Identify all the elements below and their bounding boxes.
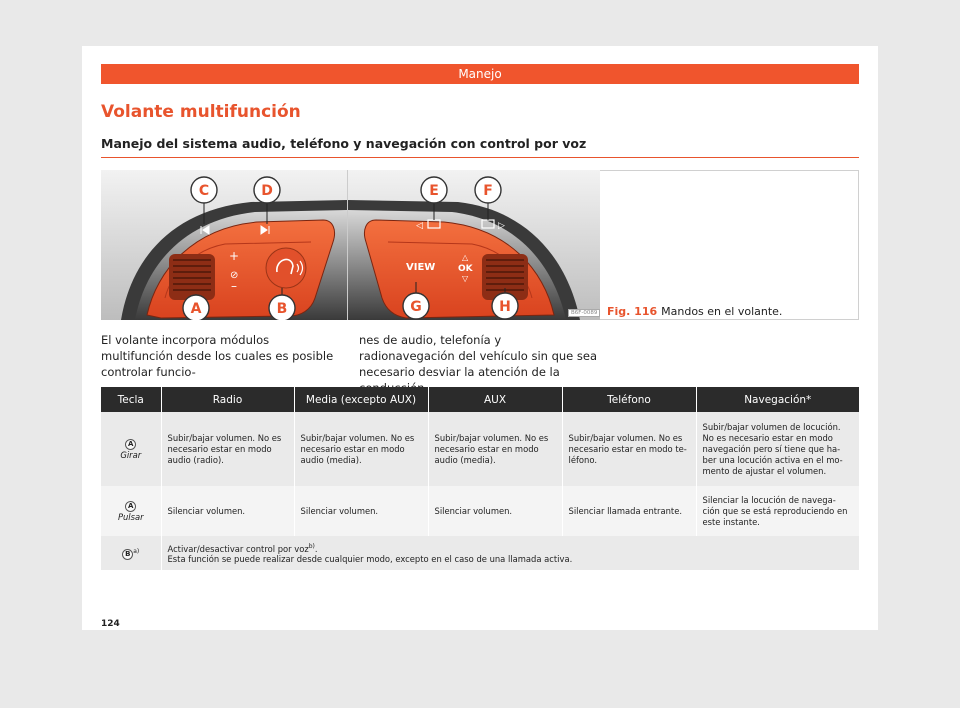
label-f: F bbox=[483, 183, 493, 199]
table-cell: Subir/bajar volumen. No es necesario estar en modo te- léfono. bbox=[562, 412, 696, 486]
title-rule bbox=[101, 157, 859, 158]
table-header: Navegación* bbox=[696, 387, 859, 412]
label-c: C bbox=[198, 183, 210, 199]
label-d: D bbox=[261, 183, 273, 199]
table-cell: Silenciar volumen. bbox=[428, 486, 562, 536]
footnote-marker: b) bbox=[308, 542, 315, 550]
table-cell-merged bbox=[161, 536, 859, 570]
label-g: G bbox=[410, 299, 422, 315]
function-table bbox=[101, 387, 859, 570]
footnote-marker: a) bbox=[133, 547, 140, 555]
table-cell: Silenciar la locución de navega- ción que se está reproduciendo en este instante. bbox=[696, 486, 859, 536]
svg-text:⊘: ⊘ bbox=[230, 270, 239, 281]
figure-caption-text: Mandos en el volante. bbox=[661, 305, 783, 318]
ok-button-label: OK bbox=[458, 264, 473, 274]
label-e: E bbox=[429, 183, 439, 199]
voice-control-period: . bbox=[314, 543, 318, 554]
view-button-label: VIEW bbox=[406, 262, 436, 273]
figure-caption bbox=[607, 305, 782, 318]
key-cell bbox=[101, 536, 161, 570]
key-action: Pulsar bbox=[117, 511, 144, 522]
table-row bbox=[101, 486, 859, 536]
label-b: B bbox=[276, 301, 288, 317]
figure-right-controls bbox=[347, 170, 599, 320]
voice-control-line bbox=[168, 541, 854, 555]
key-badge: A bbox=[125, 439, 136, 450]
table-header: AUX bbox=[428, 387, 562, 412]
table-header: Radio bbox=[161, 387, 294, 412]
table-header: Tecla bbox=[101, 387, 161, 412]
figure-number: Fig. 116 bbox=[607, 305, 658, 318]
table-cell: Silenciar llamada entrante. bbox=[562, 486, 696, 536]
svg-text:▽: ▽ bbox=[462, 274, 469, 283]
page-subtitle: Manejo del sistema audio, teléfono y navegación con control por voz bbox=[101, 136, 587, 151]
table-cell: Silenciar volumen. bbox=[294, 486, 428, 536]
intro-paragraph-col1: El volante incorpora módulos multifunción desde los cuales es posible controlar funcio- bbox=[101, 333, 334, 379]
voice-control-text: Activar/desactivar control por voz bbox=[167, 543, 309, 554]
page-title: Volante multifunción bbox=[101, 102, 301, 122]
label-a: A bbox=[190, 301, 202, 317]
svg-text:+: + bbox=[229, 249, 240, 263]
left-control-illustration bbox=[101, 170, 347, 320]
table-header: Media (excepto AUX) bbox=[294, 387, 428, 412]
key-badge: A bbox=[125, 501, 136, 512]
voice-control-note: Esta función se puede realizar desde cualquier modo, excepto en el caso de una llamada activa. bbox=[167, 554, 573, 565]
svg-text:△: △ bbox=[462, 253, 469, 262]
intro-paragraph-col2: nes de audio, telefonía y radionavegación del vehículo sin que sea necesario desviar la atención de la bbox=[359, 333, 598, 379]
right-control-illustration bbox=[348, 170, 600, 320]
table-row bbox=[101, 536, 859, 570]
key-badge: B bbox=[122, 549, 133, 560]
table-cell: Subir/bajar volumen. No es necesario estar en modo audio (radio). bbox=[161, 412, 294, 486]
table-header-row bbox=[101, 387, 859, 412]
table-row bbox=[101, 412, 859, 486]
figure-left-controls bbox=[101, 170, 347, 320]
key-cell bbox=[101, 486, 161, 536]
label-h: H bbox=[499, 299, 511, 315]
table-cell: Subir/bajar volumen de locución. No es necesario estar en modo navegación pero sí tiene que ha- ber una locución activa en el mo- mento de ajustar el volumen. bbox=[696, 412, 859, 486]
svg-text:–: – bbox=[231, 279, 237, 293]
table-cell: Subir/bajar volumen. No es necesario estar en modo audio (media). bbox=[294, 412, 428, 486]
table-cell: Silenciar volumen. bbox=[161, 486, 294, 536]
figure-code: B6F-0089 bbox=[568, 309, 600, 317]
key-cell bbox=[101, 412, 161, 486]
section-header: Manejo bbox=[101, 64, 859, 84]
svg-text:◁: ◁ bbox=[416, 221, 423, 231]
table-header: Teléfono bbox=[562, 387, 696, 412]
table-cell: Subir/bajar volumen. No es necesario estar en modo audio (media). bbox=[428, 412, 562, 486]
key-action: Girar bbox=[120, 449, 142, 460]
svg-text:▷: ▷ bbox=[498, 221, 505, 231]
page-number: 124 bbox=[101, 619, 120, 629]
